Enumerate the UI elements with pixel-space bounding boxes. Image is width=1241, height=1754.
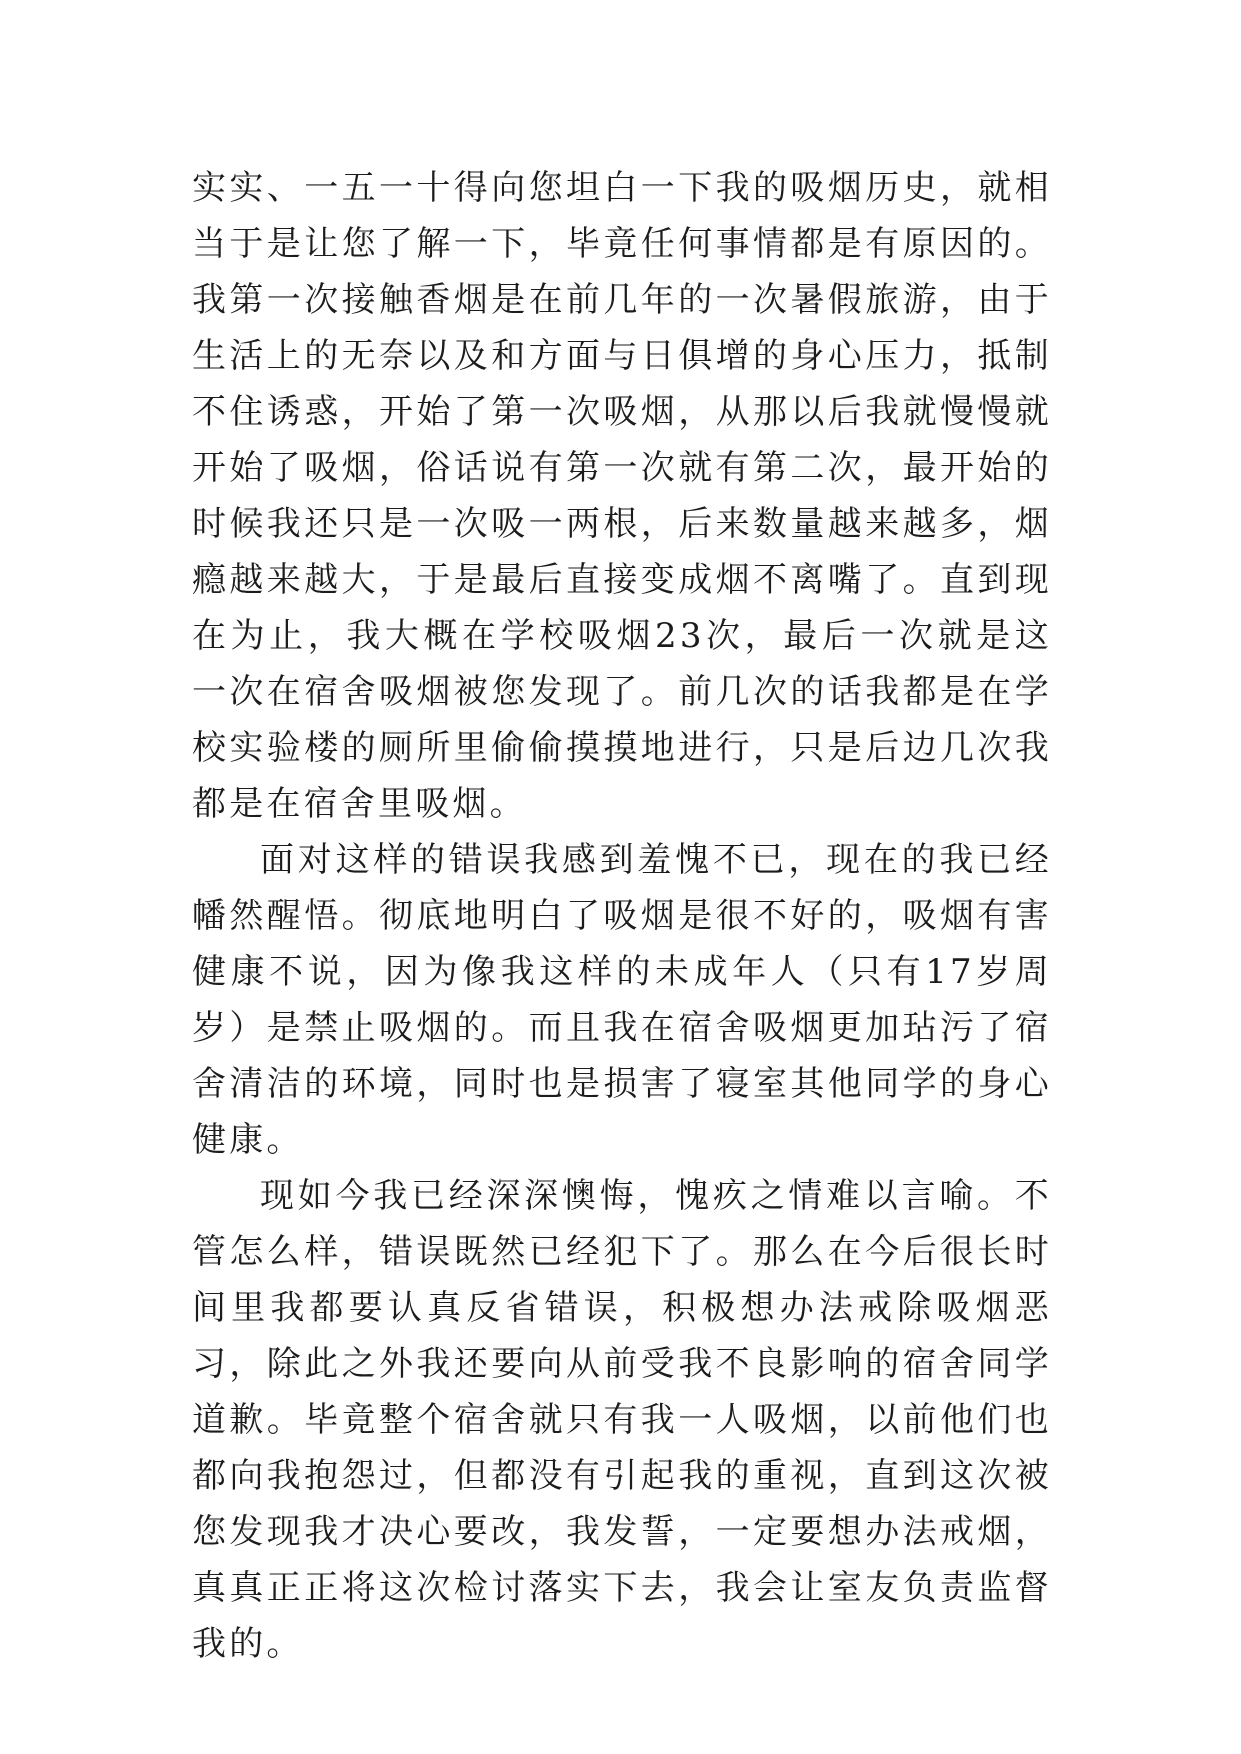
document-body	[192, 160, 1052, 1672]
paragraph-smoking-history: 实实、一五一十得向您坦白一下我的吸烟历史，就相当于是让您了解一下，毕竟任何事情都是有原因的。我第一次接触香烟是在前几年的一次暑假旅游，由于生活上的无奈以及和方面与日俱增的身心压力，抵制不住诱惑，开始了第一次吸烟，从那以后我就慢慢就开始了吸烟，俗话说有第一次就有第二次，最开始的时候我还只是一次吸一两根，后来数量越来越多，烟瘾越来越大，于是最后直接变成烟不离嘴了。直到现在为止，我大概在学校吸烟23次，最后一次就是这一次在宿舍吸烟被您发现了。前几次的话我都是在学校实验楼的厕所里偷偷摸摸地进行，只是后边几次我都是在宿舍里吸烟。	[192, 168, 1052, 824]
paragraph-remorse: 面对这样的错误我感到羞愧不已，现在的我已经幡然醒悟。彻底地明白了吸烟是很不好的，吸烟有害健康不说，因为像我这样的未成年人（只有17岁周岁）是禁止吸烟的。而且我在宿舍吸烟更加玷污了宿舍清洁的环境，同时也是损害了寝室其他同学的身心健康。	[192, 840, 1052, 1160]
paragraph-resolution: 现如今我已经深深懊悔，愧疚之情难以言喻。不管怎么样，错误既然已经犯下了。那么在今后很长时间里我都要认真反省错误，积极想办法戒除吸烟恶习，除此之外我还要向从前受我不良影响的宿舍同学道歉。毕竟整个宿舍就只有我一人吸烟，以前他们也都向我抱怨过，但都没有引起我的重视，直到这次被您发现我才决心要改，我发誓，一定要想办法戒烟，真真正正将这次检讨落实下去，我会让室友负责监督我的。	[192, 1176, 1052, 1664]
